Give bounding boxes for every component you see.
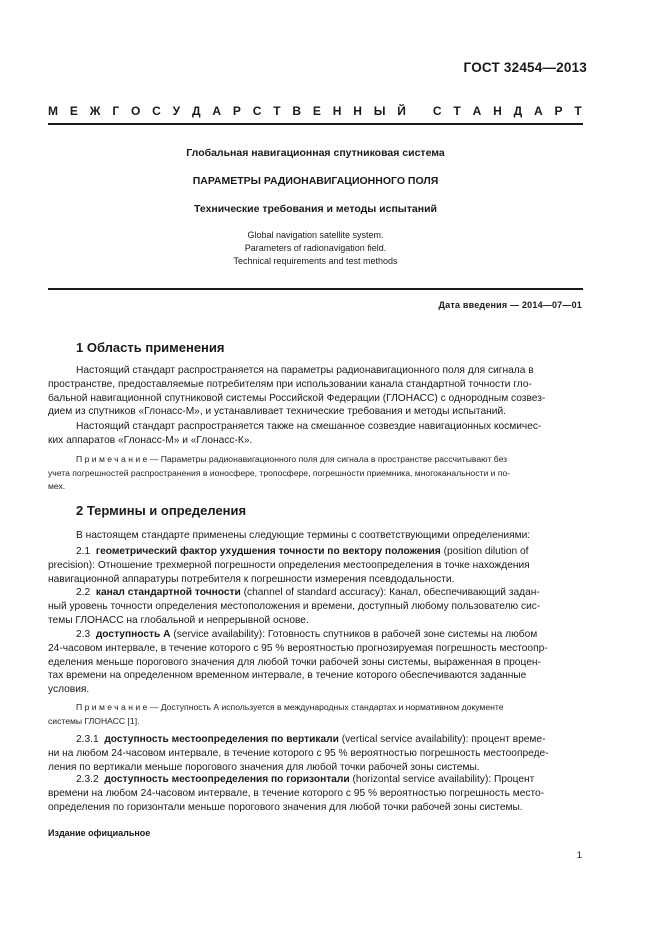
text-line: 24-часовом интервале, в течение которого с 95 % вероятностью прогнозируемая погрешность местоопр- [48,642,548,654]
note-text: системы ГЛОНАСС [1]. [48,715,140,726]
section-2-note [48,701,583,728]
note-text: мех. [48,481,66,491]
banner-letter: Т [574,104,582,118]
banner-letter: Н [353,104,362,118]
text-line: бальной навигационной спутниковой системы Российской Федерации (ГЛОНАСС) с однородным созвез- [48,392,546,404]
banner-letter: Н [493,104,502,118]
banner-letter: Р [232,104,241,118]
text-line: В настоящем стандарте применены следующие термины с соответствующими определениями: [76,530,531,541]
term-title: геометрический фактор ухудшения точности по вектору положения [95,546,441,557]
english-title-line-1: Global navigation satellite system. [247,230,384,240]
text-line: определения по горизонтали меньше порогового значения для любой точки рабочей зоны системы. [48,801,523,813]
english-title-line-3: Technical requirements and test methods [233,256,398,266]
banner-letter: А [533,104,543,118]
banner-letter: В [292,104,302,118]
title-line-1: Глобальная навигационная спутниковая система [186,147,445,159]
banner-letter: С [152,104,161,118]
banner-letter: Н [332,104,342,118]
banner-letter: Ы [373,104,386,118]
text-line: условия. [48,684,90,696]
term-text: (position dilution of [440,546,529,557]
section-1-note [48,453,583,494]
banner-letter: Е [69,104,78,118]
introduction-date: Дата введения — 2014—07—01 [438,300,582,310]
term-number: 2.2 [76,587,91,598]
section-1-paragraph-1 [48,364,583,419]
banner-rule [48,123,583,125]
banner-letter: Ж [89,104,101,118]
section-1-paragraph-2 [48,420,583,448]
text-line: Настоящий стандарт распространяется на параметры радионавигационного поля для сигнала в [76,365,534,376]
standard-code: ГОСТ 32454—2013 [463,60,587,75]
banner-letter: Т [273,104,281,118]
banner-letter: Т [453,104,461,118]
term-title: доступность А [95,629,171,640]
term-number: 2.3.2 [76,774,99,785]
banner-gap [418,104,421,118]
official-edition-label: Издание официальное [48,828,151,838]
text-line: precision): Отношение трехмерной погрешности определения местоопределения в точке нахождения [48,559,530,571]
text-line: ких аппаратов «Глонасс-М» и «Глонасс-К». [48,434,253,446]
text-line: Настоящий стандарт распространяется также на смешанное созвездие навигационных космичес- [76,421,542,432]
banner-letter: Е [312,104,321,118]
term-number: 2.3.1 [76,734,99,745]
term-text: (channel of standard accuracy): Канал, обеспечивающий задан- [240,587,540,598]
banner-letter: А [212,104,222,118]
term-2-3-1 [48,733,583,774]
note-label: Примечание [76,702,150,712]
text-line: ни на любом 24-часовом интервале, в течение которого с 95 % вероятностью погрешность местоопреде- [48,747,549,759]
section-1-heading: 1 Область применения [76,340,225,355]
banner-letter: С [252,104,262,118]
english-title [48,229,583,268]
text-line: тах времени на определенном временном интервале, в течение которого обеспечиваются заданные [48,670,527,682]
text-line: еделения меньше порогового значения для любой точки рабочей зоны системы, выраженная в процен- [48,656,541,668]
note-text: — Доступность А используется в международных стандартах и нормативном документе [149,702,504,712]
term-2-1 [48,545,583,586]
title-line-3: Технические требования и методы испытаний [194,203,437,215]
english-title-line-2: Parameters of radionavigation field. [244,243,387,253]
term-title: доступность местоопределения по вертикали [104,734,339,745]
interstate-standard-banner [48,104,582,118]
text-line: темы ГЛОНАСС на глобальной и непрерывной основе. [48,614,309,626]
banner-letter: Й [397,104,406,118]
term-text: (service availability): Готовность спутников в рабочей зоне системы на любом [170,629,538,640]
term-number: 2.3 [76,629,91,640]
text-line: времени на любом 24-часовом интервале, в течение которого с 95 % вероятностью погрешность место- [48,787,545,799]
banner-letter: С [432,104,442,118]
banner-letter: М [48,104,58,118]
text-line: ный уровень точности определения местоположения и времени, доступный любому пользователю сис- [48,600,541,612]
term-2-3 [48,628,583,697]
note-text: — Параметры радионавигационного поля для сигнала в пространстве рассчитывают без [149,454,508,464]
section-2-heading: 2 Термины и определения [76,503,247,518]
note-text: учета погрешностей распространения в ионосфере, тропосфере, погрешности приемника, многоканальности и по- [48,467,511,478]
banner-letter: У [172,104,181,118]
term-title: канал стандартной точности [95,587,241,598]
banner-letter: Д [513,104,523,118]
term-text: (vertical service availability): процент време- [338,734,546,745]
term-2-3-2 [48,773,583,814]
title-line-2: ПАРАМЕТРЫ РАДИОНАВИГАЦИОННОГО ПОЛЯ [192,175,439,187]
banner-letter: Д [191,104,201,118]
term-2-2 [48,586,583,627]
banner-letter: А [472,104,482,118]
text-line: пространстве, предоставляемые потребителям при использовании канала стандартной точности гло- [48,378,532,390]
text-line: навигационной аппаратуры потребителя к погрешности измерения псевдодальности. [48,573,455,585]
term-text: (horizontal service availability): Процент [349,774,535,785]
note-label: Примечание [76,454,150,464]
text-line: дием из спутников «Глонасс-М», и устанавливает технические требования и методы испытаний. [48,406,506,418]
banner-letter: Р [554,104,563,118]
term-number: 2.1 [76,546,91,557]
term-title: доступность местоопределения по горизонтали [104,774,350,785]
title-rule [48,288,583,290]
section-2-intro [48,529,583,543]
text-line: ления по вертикали меньше порогового значения для любой точки рабочей зоны системы. [48,761,480,773]
banner-letter: О [131,104,141,118]
banner-letter: Г [112,104,120,118]
page-number: 1 [576,850,582,861]
